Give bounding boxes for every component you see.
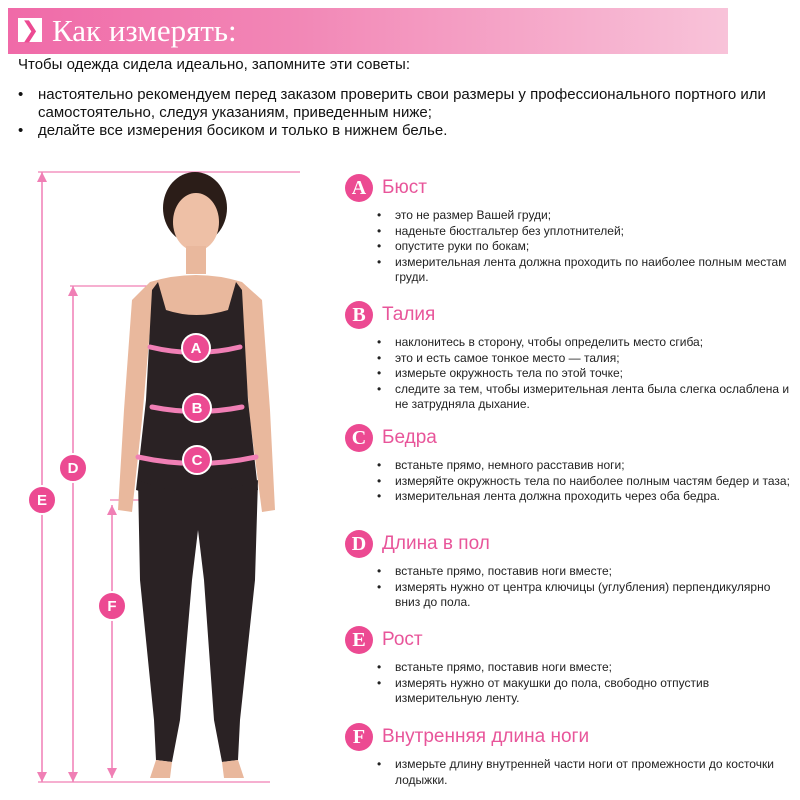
section-bust xyxy=(345,174,795,286)
section-hips xyxy=(345,424,795,505)
list-item: • наклонитесь в сторону, чтобы определить место сгиба; xyxy=(375,335,795,351)
tip-item: • делайте все измерения босиком и только в нижнем белье. xyxy=(18,122,778,140)
figure-label-b: B xyxy=(191,400,203,417)
list-item: • опустите руки по бокам; xyxy=(375,239,795,255)
body-figure xyxy=(0,160,330,800)
figure-label-a: A xyxy=(190,340,202,357)
section-waist xyxy=(345,301,795,413)
figure-label-f: F xyxy=(107,598,117,615)
section-floor-length xyxy=(345,530,795,611)
list-item: • измерьте длину внутренней части ноги от промежности до косточки лодыжки. xyxy=(375,757,795,788)
page-title: Как измерять: xyxy=(52,13,237,48)
section-title: Рост xyxy=(382,629,423,650)
section-badge: E xyxy=(345,626,373,654)
section-title: Бюст xyxy=(382,177,427,198)
section-badge: D xyxy=(345,530,373,558)
list-item: • измерительная лента должна проходить через оба бедра. xyxy=(375,489,795,505)
section-badge: A xyxy=(345,174,373,202)
section-title: Бедра xyxy=(382,427,437,448)
list-item: • встаньте прямо, поставив ноги вместе; xyxy=(375,564,795,580)
list-item: • встаньте прямо, немного расставив ноги; xyxy=(375,458,795,474)
section-title: Длина в пол xyxy=(382,533,490,554)
silhouette xyxy=(118,172,275,778)
tip-item: • настоятельно рекомендуем перед заказом проверить свои размеры у профессионального портного или самостоятельно, следуя указаниям, приведенным ниже; xyxy=(18,86,778,122)
list-item: • измерительная лента должна проходить по наиболее полным местам груди. xyxy=(375,255,795,286)
list-item: • измерьте окружность тела по этой точке; xyxy=(375,366,795,382)
list-item: • измерять нужно от центра ключицы (углубления) перпендикулярно вниз до пола. xyxy=(375,580,795,611)
figure-label-c: C xyxy=(191,452,203,469)
section-title: Внутренняя длина ноги xyxy=(382,726,590,747)
section-inseam xyxy=(345,723,795,788)
list-item: • это и есть самое тонкое место — талия; xyxy=(375,351,795,367)
section-badge: C xyxy=(345,424,373,452)
arrow-icon: ❯ xyxy=(18,18,42,42)
list-item: • следите за тем, чтобы измерительная лента была слегка ослаблена и не затрудняла дыхание. xyxy=(375,382,795,413)
section-badge: F xyxy=(345,723,373,751)
section-title: Талия xyxy=(382,304,436,325)
list-item: • измеряйте окружность тела по наиболее полным частям бедер и таза; xyxy=(375,474,795,490)
list-item: • наденьте бюстгальтер без уплотнителей; xyxy=(375,224,795,240)
figure-label-d: D xyxy=(67,460,79,477)
section-badge: B xyxy=(345,301,373,329)
tips-list xyxy=(18,86,778,140)
intro-text: Чтобы одежда сидела идеально, запомните эти советы: xyxy=(18,56,410,73)
figure-label-e: E xyxy=(36,492,48,509)
section-height xyxy=(345,626,795,707)
list-item: • это не размер Вашей груди; xyxy=(375,208,795,224)
header-banner xyxy=(8,8,728,54)
list-item: • встаньте прямо, поставив ноги вместе; xyxy=(375,660,795,676)
list-item: • измерять нужно от макушки до пола, свободно отпустив измерительную ленту. xyxy=(375,676,795,707)
